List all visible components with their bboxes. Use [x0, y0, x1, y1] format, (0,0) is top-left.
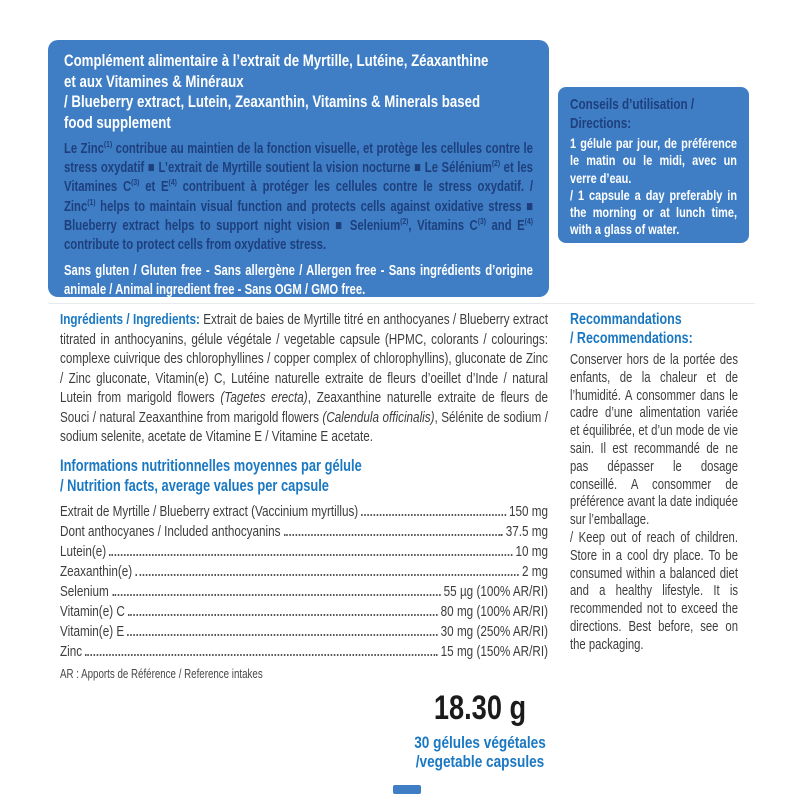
section-divider	[48, 303, 755, 304]
capsule-count: 30 gélules végétales /vegetable capsules	[414, 733, 546, 771]
leader-dots	[112, 594, 441, 596]
nutrient-label: Extrait de Myrtille / Blueberry extract (Vaccinium myrtillus)	[60, 502, 359, 520]
nutrient-label: Zinc	[60, 642, 83, 660]
leader-dots	[284, 534, 503, 536]
net-weight-block	[370, 688, 590, 771]
nutrient-label: Vitamin(e) E	[60, 622, 125, 640]
nutrition-row	[60, 580, 548, 600]
leader-dots	[361, 514, 505, 516]
nutrient-value: 2 mg	[521, 562, 548, 580]
reference-intakes-footnote: AR : Apports de Référence / Reference intakes	[60, 666, 263, 681]
nutrition-row	[60, 500, 548, 520]
nutrition-facts-title: Informations nutritionnelles moyennes par gélule / Nutrition facts, average values per capsule	[60, 456, 362, 495]
directions-text-en: / 1 capsule a day preferably in the morning or at lunch time, with a glass of water.	[570, 186, 737, 238]
nutrition-row	[60, 560, 548, 580]
nutrient-label: Selenium	[60, 582, 109, 600]
recommendations-text-fr: Conserver hors de la portée des enfants, de la chaleur et de l’humidité. A consommer dans le cadre d’une alimentation variée et équilibrée, et d’un mode de vie sain. Il est recommandé de ne pas dépasser le dosage conseillé. A consommer de préférence avant la date indiquée sur l’emballage.	[570, 352, 738, 529]
nutrition-table	[60, 500, 548, 660]
recommendations-section	[570, 310, 738, 655]
leader-dots	[128, 614, 438, 616]
nutrient-value: 37.5 mg	[505, 522, 548, 540]
nutrient-label: Vitamin(e) C	[60, 602, 125, 620]
nutrition-row	[60, 540, 548, 560]
health-claims-text: Le Zinc$^{(1)}$ contribue au maintien de la fonction visuelle, et protège les cellules contre le stress oxydatif ■ L’extrait de Myrtille soutient la vision nocturne ■ Le Sélénium$^{(2)}$ et les Vitamines $C^{(3)}$ et $E^{(4)}$ contribuent à protéger les cellules contre le stress oxydatif. / Zinc$^{(1)}$ helps to maintain visual function and protects cells against oxidative stress ■ Blueberry extract helps to support night vision ■ Selenium$^{(2)}$, Vitamins $C^{(3)}$ and $E^{(4)}$ contribute to protect cells from oxydative stress.	[64, 139, 533, 254]
recommendations-text-en: / Keep out of reach of children. Store in a cool dry place. To be consumed within a balanced diet and a healthy lifestyle. It is recommended not to exceed the directions. Best before, see on the packaging.	[570, 529, 738, 653]
main-claims-box	[48, 40, 549, 297]
leader-dots	[127, 634, 437, 636]
nutrient-label: Dont anthocyanes / Included anthocyanins	[60, 522, 281, 540]
nutrition-row	[60, 640, 548, 660]
product-title: Complément alimentaire à l’extrait de Myrtille, Lutéine, Zéaxanthine et aux Vitamines & Minéraux / Blueberry extract, Lutein, Zeaxanthin, Vitamins & Minerals based food supplement	[64, 51, 489, 132]
directions-text-fr: 1 gélule par jour, de préférence le matin ou le midi, avec un verre d’eau.	[570, 135, 737, 186]
nutrient-label: Lutein(e)	[60, 542, 107, 560]
nutrient-value: 55 µg (100% AR/RI)	[443, 582, 548, 600]
bottom-blue-mark	[393, 785, 421, 794]
directions-box	[558, 87, 749, 243]
nutrition-row	[60, 600, 548, 620]
leader-dots	[85, 654, 437, 656]
nutrition-row	[60, 620, 548, 640]
recommendations-title: Recommandations / Recommendations:	[570, 311, 693, 347]
nutrient-value: 10 mg	[515, 542, 548, 560]
nutrient-value: 15 mg (150% AR/RI)	[440, 642, 548, 660]
ingredients-nutrition-section	[60, 310, 548, 681]
nutrient-label: Zeaxanthin(e)	[60, 562, 133, 580]
leader-dots	[109, 554, 512, 556]
nutrient-value: 150 mg	[508, 502, 548, 520]
nutrient-value: 30 mg (250% AR/RI)	[440, 622, 548, 640]
ingredients-text: Ingrédients / Ingredients: Extrait de baies de Myrtille titré en anthocyanes / Blueberry extract titrated in anthocyanins, gélule végétale / vegetable capsule (HPMC, colorants / colourings: complexe cuivrique des chlorophyllines / copper complex of chlorophyllins), gluconate de Zinc / Zinc gluconate, Vitamin(e) C, Lutéine naturelle extraite de fleurs d’oeillet d’Inde / natural Lutein from marigold flowers (Tagetes erecta), Zeaxanthine naturelle extraite de fleurs de Souci / natural Zeaxanthine from marigold flowers (Calendula officinalis), Sélénite de sodium / sodium selenite, acetate de Vitamine E / Vitamine E acetate.	[60, 311, 548, 445]
net-weight: 18.30 g	[433, 689, 527, 727]
directions-title: Conseils d’utilisation / Directions:	[570, 96, 695, 132]
leader-dots	[135, 574, 519, 576]
nutrient-value: 80 mg (100% AR/RI)	[440, 602, 548, 620]
nutrition-row	[60, 520, 548, 540]
allergen-free-text: Sans gluten / Gluten free - Sans allergène / Allergen free - Sans ingrédients d’origine animale / Animal ingredient free - Sans OGM / GMO free.	[64, 263, 533, 297]
